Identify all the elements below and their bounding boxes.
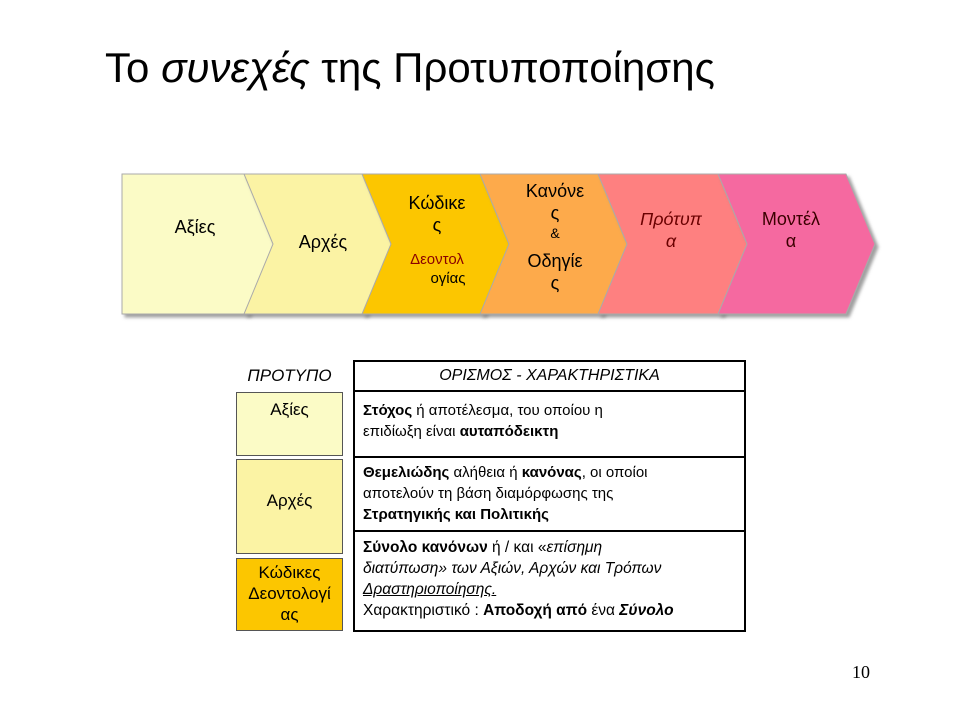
chevron-codes-label: Κώδικε ς Δεοντολ ογίας — [408, 193, 466, 287]
chevron-values-label: Αξίες — [174, 217, 216, 237]
standard-column — [236, 360, 343, 631]
title-part: Το — [105, 44, 162, 91]
chevron-standards-label: Πρότυπ α — [640, 209, 702, 251]
standard-principles-cell: Αρχές — [236, 459, 343, 554]
row-divider — [355, 456, 744, 458]
definition-codes: Σύνολο κανόνων ή / και «επίσημη διατύπωση» των Αξιών, Αρχών και Τρόπων Δραστηριοποίησης. Χαρακτηριστικό : Αποδοχή από ένα Σύνολο — [363, 539, 674, 619]
definition-principles: Θεμελιώδης αλήθεια ή κανόνας, οι οποίοι αποτελούν τη βάση διαμόρφωσης της Στρατηγικής και Πολιτικής — [363, 464, 648, 523]
standard-header: ΠΡΟΤΥΠΟ — [247, 366, 332, 385]
chevron-rules-label: Κανόνε ς & Οδηγίε ς — [525, 181, 585, 293]
row-divider — [355, 530, 744, 532]
standard-values-cell: Αξίες — [236, 392, 343, 456]
title-italic-word: συνεχές — [161, 44, 310, 91]
title-part: της Προτυποποίησης — [309, 44, 715, 91]
standard-codes-cell: Κώδικες Δεοντολογί ας — [236, 558, 343, 631]
page-number: 10 — [852, 662, 870, 682]
chevron-principles-label: Αρχές — [298, 232, 348, 252]
definition-column — [353, 360, 746, 632]
definition-header: ΟΡΙΣΜΟΣ - ΧΑΡΑΚΤΗΡΙΣΤΙΚΑ — [355, 362, 744, 392]
chevron-models-label: Μοντέλ α — [761, 209, 821, 251]
definition-values: Στόχος ή αποτέλεσμα, του οποίου η επιδίωξη είναι αυταπόδεικτη — [363, 402, 603, 440]
